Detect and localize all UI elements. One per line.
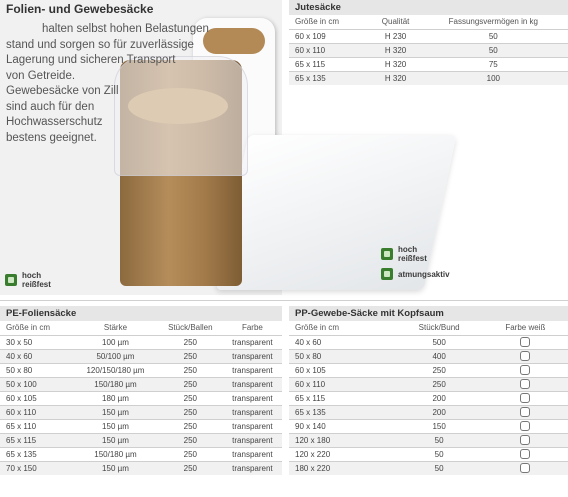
cell-color: transparent (223, 461, 282, 475)
cell-color: transparent (223, 349, 282, 363)
cell-pieces-per-bale: 250 (158, 461, 223, 475)
cell-size: 60 x 105 (289, 363, 396, 377)
table-row (0, 419, 282, 433)
cell-thickness: 150 µm (73, 405, 158, 419)
cell-pieces-per-bundle: 250 (396, 363, 483, 377)
intro-line: Hochwasserschutz (6, 116, 103, 128)
cell-pieces-per-bale: 250 (158, 335, 223, 349)
cell-size: 60 x 109 (289, 29, 373, 43)
table-row (289, 419, 568, 433)
cell-color: transparent (223, 447, 282, 461)
tear-resistant-icon (5, 274, 17, 286)
cell-color: transparent (223, 377, 282, 391)
table-row (289, 447, 568, 461)
table-row (289, 433, 568, 447)
film-sheets-image (216, 135, 457, 290)
cell-color: transparent (223, 363, 282, 377)
cell-pieces-per-bundle: 150 (396, 419, 483, 433)
cell-size: 65 x 135 (289, 71, 373, 85)
column-header: Farbe (241, 323, 263, 333)
cell-pieces-per-bundle: 50 (396, 447, 483, 461)
cell-color-white (483, 363, 568, 377)
cell-thickness: 150 µm (73, 461, 158, 475)
badge-label: hoch (398, 245, 418, 254)
table-row (289, 405, 568, 419)
page-title: Folien- und Gewebesäcke (6, 2, 154, 16)
column-header: Fassungsvermögen in kg (448, 17, 538, 27)
column-header: Stärke (103, 323, 128, 333)
badge-tear-resistant (381, 245, 427, 263)
column-header: Qualität (381, 17, 410, 27)
column-header: Größe in cm (6, 323, 51, 333)
cell-pieces-per-bale: 250 (158, 405, 223, 419)
intro-line: Lagerung und sicheren Transport (6, 54, 176, 66)
table-row (289, 363, 568, 377)
table-row (289, 391, 568, 405)
cell-pieces-per-bale: 250 (158, 433, 223, 447)
pe-table (0, 306, 282, 475)
cell-size: 65 x 110 (0, 419, 73, 433)
cell-size: 50 x 80 (0, 363, 73, 377)
cell-size: 65 x 115 (289, 391, 396, 405)
cell-pieces-per-bale: 250 (158, 363, 223, 377)
table-row (0, 461, 282, 475)
white-color-checkbox[interactable] (520, 393, 530, 403)
badge-label: reißfest (398, 254, 427, 263)
cell-thickness: 180 µm (73, 391, 158, 405)
cell-pieces-per-bale: 250 (158, 391, 223, 405)
cell-color-white (483, 391, 568, 405)
cell-capacity: 50 (419, 43, 568, 57)
cell-capacity: 50 (419, 29, 568, 43)
table-row (289, 57, 568, 71)
table-row (0, 377, 282, 391)
table-row (0, 405, 282, 419)
column-header: Größe in cm (295, 17, 340, 27)
cell-color: transparent (223, 405, 282, 419)
cell-size: 60 x 110 (289, 377, 396, 391)
intro-line: sind auch für den (6, 100, 95, 113)
cell-size: 90 x 140 (289, 419, 396, 433)
cell-size: 40 x 60 (0, 349, 73, 363)
cell-thickness: 150 µm (73, 433, 158, 447)
intro-line: halten selbst hohen Belastungen (42, 23, 209, 35)
cell-pieces-per-bale: 250 (158, 349, 223, 363)
badge-label: hoch (22, 271, 42, 280)
cell-thickness: 150/180 µm (73, 377, 158, 391)
table-row (289, 29, 568, 43)
cell-size: 120 x 180 (289, 433, 396, 447)
table-row (289, 335, 568, 349)
intro-line: bestens geeignet. (6, 131, 97, 144)
intro-line: von Getreide. (6, 69, 76, 82)
white-color-checkbox[interactable] (520, 421, 530, 431)
column-header: Größe in cm (295, 323, 340, 333)
cell-pieces-per-bundle: 200 (396, 391, 483, 405)
tear-resistant-icon (381, 248, 393, 260)
divider (0, 300, 568, 301)
cell-size: 50 x 80 (289, 349, 396, 363)
cell-color-white (483, 349, 568, 363)
table-title: PP-Gewebe-Säcke mit Kopfsaum (289, 306, 568, 321)
cell-size: 50 x 100 (0, 377, 73, 391)
cell-size: 30 x 50 (0, 335, 73, 349)
cell-thickness: 150/180 µm (73, 447, 158, 461)
cell-capacity: 75 (419, 57, 568, 71)
table-row (289, 43, 568, 57)
cell-color-white (483, 433, 568, 447)
cell-quality: H 320 (373, 43, 419, 57)
cell-size: 40 x 60 (289, 335, 396, 349)
table-row (0, 391, 282, 405)
badge-label: atmungsaktiv (398, 269, 450, 279)
cell-color: transparent (223, 433, 282, 447)
cell-pieces-per-bundle: 250 (396, 377, 483, 391)
column-header: Stück/Bund (418, 323, 460, 333)
cell-pieces-per-bundle: 200 (396, 405, 483, 419)
badge-label: reißfest (22, 280, 51, 289)
cell-quality: H 320 (373, 57, 419, 71)
cell-color: transparent (223, 419, 282, 433)
badge-tear-resistant (5, 271, 51, 289)
intro-line: Gewebesäcke von Zill (6, 85, 119, 97)
cell-size: 180 x 220 (289, 461, 396, 475)
intro-line: stand und sorgen so für zuverlässige (6, 38, 194, 51)
white-color-checkbox[interactable] (520, 449, 530, 459)
cell-thickness: 150 µm (73, 419, 158, 433)
table-row (0, 335, 282, 349)
cell-color: transparent (223, 391, 282, 405)
white-color-checkbox[interactable] (520, 463, 530, 473)
cell-color-white (483, 461, 568, 475)
table-row (289, 349, 568, 363)
white-color-checkbox[interactable] (520, 365, 530, 375)
cell-quality: H 230 (373, 29, 419, 43)
cell-pieces-per-bale: 250 (158, 447, 223, 461)
cell-color-white (483, 419, 568, 433)
cell-color-white (483, 377, 568, 391)
column-header: Stück/Ballen (168, 323, 213, 333)
cell-size: 120 x 220 (289, 447, 396, 461)
table-row (289, 377, 568, 391)
table-row (0, 349, 282, 363)
pp-table (289, 306, 568, 475)
cell-color: transparent (223, 335, 282, 349)
cell-pieces-per-bundle: 50 (396, 433, 483, 447)
cell-thickness: 50/100 µm (73, 349, 158, 363)
white-color-checkbox[interactable] (520, 407, 530, 417)
cell-size: 65 x 135 (0, 447, 73, 461)
table-title: PE-Foliensäcke (0, 306, 282, 321)
cell-size: 60 x 110 (289, 43, 373, 57)
cell-size: 65 x 135 (289, 405, 396, 419)
table-title: Jutesäcke (289, 0, 568, 15)
cell-color-white (483, 405, 568, 419)
cell-pieces-per-bundle: 400 (396, 349, 483, 363)
badge-breathable (381, 268, 450, 280)
cell-pieces-per-bale: 250 (158, 377, 223, 391)
intro-text (6, 22, 256, 146)
column-header: Farbe weiß (505, 323, 546, 333)
cell-pieces-per-bale: 250 (158, 419, 223, 433)
cell-pieces-per-bundle: 50 (396, 461, 483, 475)
cell-capacity: 100 (419, 71, 568, 85)
cell-thickness: 100 µm (73, 335, 158, 349)
cell-size: 70 x 150 (0, 461, 73, 475)
cell-size: 60 x 110 (0, 405, 73, 419)
cell-pieces-per-bundle: 500 (396, 335, 483, 349)
jute-table (289, 0, 568, 85)
table-row (0, 447, 282, 461)
cell-thickness: 120/150/180 µm (73, 363, 158, 377)
cell-size: 60 x 105 (0, 391, 73, 405)
white-color-checkbox[interactable] (520, 379, 530, 389)
breathable-icon (381, 268, 393, 280)
cell-color-white (483, 335, 568, 349)
table-row (289, 461, 568, 475)
cell-quality: H 320 (373, 71, 419, 85)
table-row (0, 363, 282, 377)
cell-color-white (483, 447, 568, 461)
cell-size: 65 x 115 (289, 57, 373, 71)
cell-size: 65 x 115 (0, 433, 73, 447)
white-color-checkbox[interactable] (520, 351, 530, 361)
white-color-checkbox[interactable] (520, 337, 530, 347)
white-color-checkbox[interactable] (520, 435, 530, 445)
table-row (0, 433, 282, 447)
table-row (289, 71, 568, 85)
